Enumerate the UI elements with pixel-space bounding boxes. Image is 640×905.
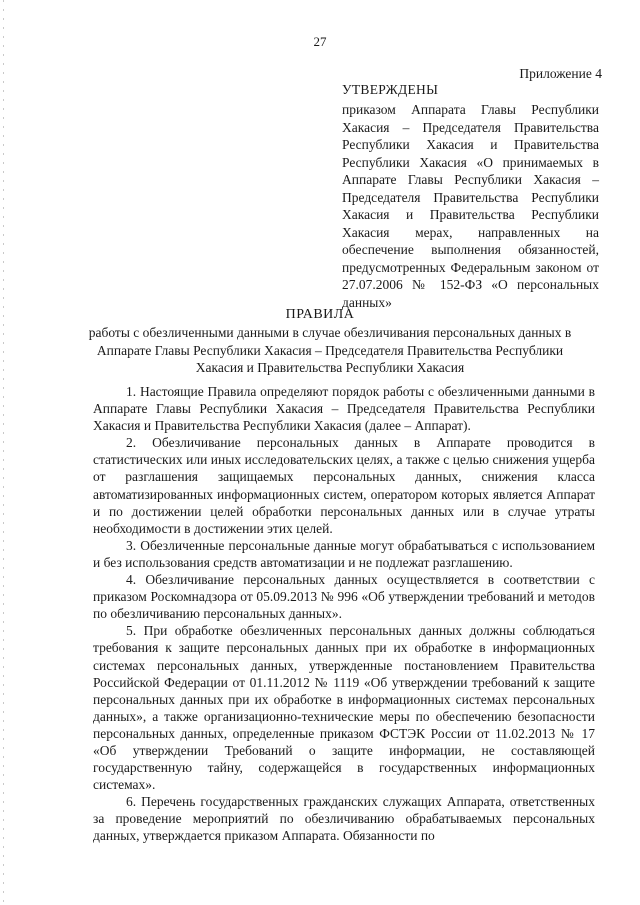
document-body <box>93 383 595 845</box>
paragraph-5: 5. При обработке обезличенных персональных данных должны соблюдаться требования к защите персональных данных при их обработке в информационных системах персональных данных, утвержденные постановлением Правительства Российской Федерации от 01.11.2012 № 1119 «Об утверждении требований к защите персональных данных при их обработке в информационных системах персональных данных», а также организационно-технические меры по обеспечению безопасности персональных данных, определенные приказом ФСТЭК России от 11.02.2013 № 17 «Об утверждении Требований о защите информации, не составляющей государственную тайну, содержащейся в государственных информационных системах». <box>93 623 595 793</box>
document-title: ПРАВИЛА <box>285 307 355 322</box>
page-number: 27 <box>313 34 327 49</box>
paragraph-3: 3. Обезличенные персональные данные могут обрабатываться с использованием и без использования средств автоматизации и не подлежат разглашению. <box>93 537 595 570</box>
scan-edge-marks <box>3 0 4 905</box>
paragraph-1: 1. Настоящие Правила определяют порядок работы с обезличенными данными в Аппарате Главы Республики Хакасия – Председателя Правительства Республики Хакасия и Правительства Республики Хакасия (далее – Аппарат). <box>93 384 595 434</box>
paragraph-6: 6. Перечень государственных гражданских служащих Аппарата, ответственных за проведение мероприятий по обезличиванию обрабатываемых персональных данных, утверждается приказом Аппарата. Обязанности по <box>93 794 595 844</box>
approved-label: УТВЕРЖДЕНЫ <box>342 82 439 97</box>
approval-text: приказом Аппарата Главы Республики Хакасия – Председателя Правительства Республики Хакасия и Правительства Республики Хакасия «О принимаемых в Аппарате Главы Республики Хакасия – Председателя Правительства Республики Хакасия и Правительства Республики Хакасия мерах, направленных на обеспечение выполнения обязанностей, предусмотренных Федеральным законом от 27.07.2006 № 152-ФЗ «О персональных данных» <box>342 102 599 310</box>
paragraph-4: 4. Обезличивание персональных данных осуществляется в соответствии с приказом Роскомнадзора от 05.09.2013 № 996 «Об утверждении требований и методов по обезличиванию персональных данных». <box>93 572 595 622</box>
document-subtitle: работы с обезличенными данными в случае обезличивания персональных данных в Аппарате Главы Республики Хакасия – Председателя Правительства Республики Хакасия и Правительства Республики Хакасия <box>88 325 572 375</box>
appendix-label: Приложение 4 <box>519 66 602 81</box>
paragraph-2: 2. Обезличивание персональных данных в Аппарате проводится в статистических или иных исследовательских целях, а также с целью снижения ущерба от разглашения защищаемых персональных данных, снижения класса автоматизированных информационных систем, оператором которых является Аппарат и по достижении целей обработки персональных данных или в случае утраты необходимости в достижении этих целей. <box>93 435 595 536</box>
